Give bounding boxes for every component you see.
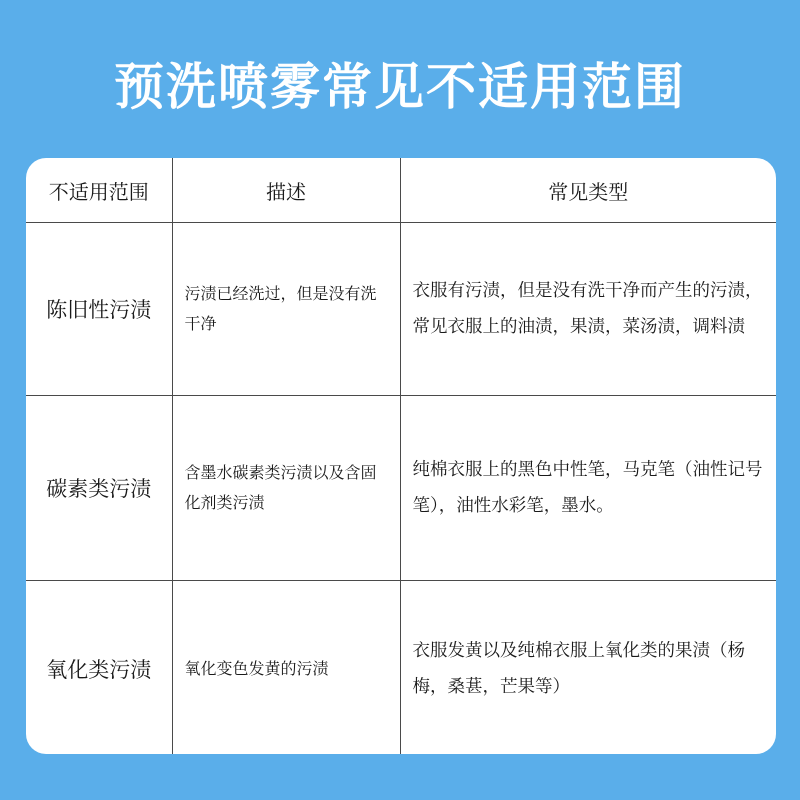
row-description-text: 污渍已经洗过，但是没有洗干净 bbox=[184, 284, 377, 333]
row-types-cell bbox=[400, 581, 776, 755]
row-types-text: 衣服发黄以及纯棉衣服上氧化类的果渍（杨梅，桑葚，芒果等） bbox=[412, 641, 745, 697]
table-row bbox=[26, 581, 776, 755]
row-types-text: 衣服有污渍，但是没有洗干净而产生的污渍，常见衣服上的油渍，果渍，菜汤渍，调料渍 bbox=[412, 281, 763, 337]
row-description-text: 氧化变色发黄的污渍 bbox=[184, 659, 329, 678]
header-scope: 不适用范围 bbox=[26, 158, 172, 223]
row-types-cell bbox=[400, 223, 776, 396]
row-types-text: 纯棉衣服上的黑色中性笔，马克笔（油性记号笔），油性水彩笔，墨水。 bbox=[412, 460, 763, 516]
row-types-cell bbox=[400, 396, 776, 581]
row-scope-cell: 陈旧性污渍 bbox=[26, 223, 172, 396]
table-row bbox=[26, 396, 776, 581]
row-description-cell bbox=[172, 396, 400, 581]
row-description-cell bbox=[172, 223, 400, 396]
row-scope-cell: 氧化类污渍 bbox=[26, 581, 172, 755]
page-title: 预洗喷雾常见不适用范围 bbox=[114, 58, 686, 116]
table-header-row bbox=[26, 158, 776, 223]
header-types: 常见类型 bbox=[400, 158, 776, 223]
row-scope-cell: 碳素类污渍 bbox=[26, 396, 172, 581]
row-description-cell bbox=[172, 581, 400, 755]
row-description-text: 含墨水碳素类污渍以及含固化剂类污渍 bbox=[184, 463, 377, 512]
table-card bbox=[26, 158, 776, 754]
header-description: 描述 bbox=[172, 158, 400, 223]
unsuitable-scope-table bbox=[26, 158, 776, 754]
table-row bbox=[26, 223, 776, 396]
